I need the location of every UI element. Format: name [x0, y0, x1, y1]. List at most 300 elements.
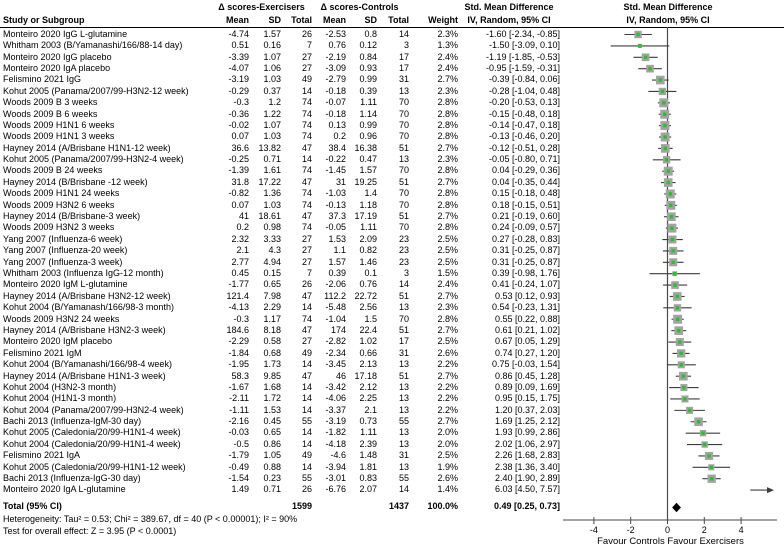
n-controls: 51: [398, 211, 409, 222]
sd-controls: 0.99: [359, 74, 377, 85]
ci-text: -0.39 [-0.84, 0.06]: [488, 74, 560, 85]
mean-controls: 46: [335, 370, 346, 381]
n-exercisers: 14: [301, 438, 312, 449]
total-n-controls: 1437: [388, 501, 409, 511]
sd-controls: 2.13: [359, 359, 377, 370]
sd-controls: 1.11: [360, 97, 377, 108]
n-controls: 31: [398, 74, 409, 85]
weight-value: 2.7%: [437, 211, 458, 222]
n-controls: 13: [398, 381, 409, 392]
total-controls-header: Total: [388, 15, 409, 25]
mean-controls: -3.45: [325, 359, 346, 370]
sd-controls: 2.09: [359, 233, 377, 244]
n-exercisers: 14: [301, 427, 312, 438]
point-estimate-marker: [670, 215, 673, 218]
point-estimate-marker: [662, 101, 665, 104]
ci-text: -0.15 [-0.48, 0.18]: [488, 108, 560, 119]
mean-controls: 1.1: [333, 245, 346, 256]
weight-value: 1.4%: [437, 484, 458, 495]
n-exercisers: 55: [301, 473, 312, 483]
sd-exercisers: 1.57: [263, 28, 281, 39]
weight-value: 1.5%: [437, 267, 458, 278]
mean-controls: 0.76: [328, 40, 346, 51]
n-controls: 70: [398, 313, 409, 324]
n-controls: 31: [398, 450, 409, 461]
study-name: Kohut 2004 (Caledonia/20/99-H1N1-4 week): [3, 438, 181, 449]
mean-controls: -3.37: [325, 404, 346, 415]
study-name: Woods 2009 H1N1 24 weeks: [3, 188, 120, 199]
sd-exercisers-header: SD: [268, 15, 281, 25]
mean-exercisers: -1.11: [229, 404, 249, 415]
study-name: Felismino 2021 IgA: [3, 450, 81, 461]
ci-text: -0.05 [-0.80, 0.71]: [488, 154, 560, 165]
point-estimate-marker: [682, 386, 685, 389]
total-n-exercisers: 1599: [291, 501, 312, 511]
n-exercisers: 7: [306, 267, 312, 278]
sd-controls: 1.02: [359, 336, 377, 347]
weight-value: 2.2%: [437, 381, 458, 392]
weight-value: 2.2%: [437, 359, 458, 370]
n-exercisers: 47: [301, 290, 312, 301]
sd-controls: 17.18: [354, 370, 377, 381]
n-controls: 14: [398, 28, 409, 39]
study-name: Kohut 2004 (B/Yamanashi/166/98-4 week): [3, 359, 172, 370]
weight-value: 2.3%: [437, 85, 458, 96]
mean-exercisers: -1.84: [228, 347, 249, 358]
sd-controls: 0.47: [359, 154, 377, 165]
mean-exercisers: -0.3: [233, 313, 249, 324]
sd-exercisers: 17.22: [258, 176, 281, 187]
point-estimate-marker: [679, 352, 682, 355]
mean-exercisers: -1.54: [228, 473, 249, 483]
mean-exercisers: 0.51: [231, 40, 249, 51]
weight-value: 2.5%: [437, 233, 458, 244]
weight-value: 2.3%: [437, 28, 458, 39]
mean-controls: -3.94: [325, 461, 346, 472]
sd-exercisers: 1.61: [263, 165, 281, 176]
weight-value: 2.0%: [437, 438, 458, 449]
mean-exercisers-header: Mean: [225, 15, 249, 25]
mean-exercisers: -3.39: [228, 51, 249, 62]
n-controls: 51: [398, 370, 409, 381]
mean-exercisers: 2.32: [231, 233, 249, 244]
ci-text: 1.69 [1.25, 2.12]: [494, 416, 560, 427]
study-name: Kohut 2004 (H3N2-3 month): [3, 381, 117, 392]
mean-controls: -4.06: [325, 393, 346, 404]
n-controls: 13: [398, 438, 409, 449]
sd-controls: 2.56: [359, 302, 377, 313]
mean-exercisers: -1.67: [228, 381, 249, 392]
study-name: Whitham 2003 (Influenza IgG-12 month): [3, 267, 164, 278]
n-controls: 23: [398, 256, 409, 267]
sd-exercisers: 1.05: [263, 450, 281, 461]
n-exercisers: 27: [301, 256, 312, 267]
ci-text: 0.31 [-0.25, 0.87]: [491, 256, 560, 267]
smd-text-header-line2: IV, Random, 95% CI: [467, 15, 551, 25]
weight-value: 2.8%: [437, 199, 458, 210]
n-controls: 14: [398, 279, 409, 290]
total-exercisers-header: Total: [291, 15, 312, 25]
mean-exercisers: 0.2: [236, 222, 249, 233]
point-estimate-marker: [669, 192, 672, 195]
total-weight: 100.0%: [427, 501, 458, 511]
point-estimate-marker: [676, 295, 679, 298]
smd-plot-header-line2: IV, Random, 95% CI: [626, 15, 710, 25]
sd-controls: 0.66: [359, 347, 377, 358]
sd-controls: 16.38: [354, 142, 377, 153]
n-exercisers: 27: [301, 233, 312, 244]
mean-exercisers: -2.29: [228, 336, 249, 347]
ci-text: 0.31 [-0.25, 0.87]: [491, 245, 560, 256]
mean-controls: -1.82: [325, 427, 346, 438]
sd-exercisers: 1.22: [263, 108, 281, 119]
sd-exercisers: 0.37: [263, 85, 281, 96]
weight-value: 2.4%: [437, 279, 458, 290]
sd-controls: 1.81: [359, 461, 377, 472]
study-name: Woods 2009 H3N2 6 weeks: [3, 199, 115, 210]
sd-controls: 0.84: [359, 51, 377, 62]
n-controls: 70: [398, 222, 409, 233]
study-name: Hayney 2014 (A/Brisbane H3N2-12 week): [3, 290, 171, 301]
mean-exercisers: -0.49: [228, 461, 249, 472]
sd-exercisers: 0.65: [263, 279, 281, 290]
mean-exercisers: -0.36: [228, 108, 249, 119]
mean-controls: -0.22: [325, 154, 346, 165]
sd-exercisers: 1.07: [263, 51, 281, 62]
ci-text: 0.86 [0.45, 1.28]: [494, 370, 560, 381]
weight-value: 2.8%: [437, 222, 458, 233]
weight-value: 2.2%: [437, 393, 458, 404]
mean-controls: 0.2: [333, 131, 346, 142]
study-name: Woods 2009 H3N2 3 weeks: [3, 222, 115, 233]
weight-value: 2.8%: [437, 165, 458, 176]
n-controls: 13: [398, 404, 409, 415]
sd-controls: 17.19: [354, 211, 377, 222]
sd-exercisers: 0.98: [263, 222, 281, 233]
weight-value: 2.4%: [437, 62, 458, 73]
n-exercisers: 74: [301, 131, 312, 142]
mean-exercisers: 0.07: [231, 199, 249, 210]
mean-exercisers: -1.79: [228, 450, 249, 461]
sd-exercisers: 0.58: [263, 336, 281, 347]
weight-value: 2.7%: [437, 324, 458, 335]
study-name: Woods 2009 H3N2 24 weeks: [3, 313, 120, 324]
study-name: Bachi 2013 (Influenza-IgG-30 day): [3, 473, 141, 483]
ci-text: 2.40 [1.90, 2.89]: [494, 473, 560, 483]
n-exercisers: 49: [301, 347, 312, 358]
mean-controls: -3.01: [325, 473, 346, 483]
overall-effect-stats: Test for overall effect: Z = 3.95 (P < 0.0001): [3, 526, 177, 536]
point-estimate-marker: [671, 238, 674, 241]
sd-controls: 0.82: [359, 245, 377, 256]
point-estimate-marker: [644, 56, 647, 59]
n-exercisers: 27: [301, 51, 312, 62]
sd-exercisers: 0.68: [263, 347, 281, 358]
ci-text: -0.20 [-0.53, 0.13]: [488, 97, 560, 108]
ci-text: 2.02 [1.06, 2.97]: [494, 438, 560, 449]
ci-text: 0.54 [-0.23, 1.31]: [491, 302, 560, 313]
sd-exercisers: 0.71: [263, 154, 281, 165]
n-controls: 13: [398, 85, 409, 96]
sd-exercisers: 4.94: [263, 256, 281, 267]
sd-controls: 22.72: [354, 290, 377, 301]
weight-value: 2.3%: [437, 154, 458, 165]
n-exercisers: 47: [301, 176, 312, 187]
n-exercisers: 47: [301, 370, 312, 381]
mean-controls: 38.4: [328, 142, 346, 153]
mean-controls: -4.6: [330, 450, 346, 461]
sd-controls: 0.1: [364, 267, 377, 278]
n-exercisers: 27: [301, 62, 312, 73]
sd-controls: 0.8: [364, 28, 377, 39]
n-controls: 13: [398, 154, 409, 165]
sd-exercisers: 13.82: [258, 142, 281, 153]
mean-controls: 0.13: [328, 119, 346, 130]
n-controls: 13: [398, 427, 409, 438]
point-estimate-marker: [710, 477, 713, 480]
sd-exercisers: 1.36: [263, 188, 281, 199]
n-controls: 70: [398, 131, 409, 142]
sd-controls-header: SD: [364, 15, 377, 25]
n-exercisers: 7: [306, 40, 312, 51]
mean-exercisers: -4.13: [228, 302, 249, 313]
n-exercisers: 14: [301, 461, 312, 472]
weight-value: 2.5%: [437, 336, 458, 347]
n-exercisers: 49: [301, 74, 312, 85]
sd-controls: 0.12: [359, 40, 377, 51]
mean-controls: -2.06: [325, 279, 346, 290]
point-estimate-marker: [665, 158, 668, 161]
n-controls: 3: [403, 40, 409, 51]
n-exercisers: 14: [301, 393, 312, 404]
sd-exercisers: 7.98: [263, 290, 281, 301]
sd-controls: 0.39: [359, 85, 377, 96]
sd-controls: 22.4: [359, 324, 377, 335]
point-estimate-marker: [677, 329, 680, 332]
sd-controls: 2.07: [359, 484, 377, 495]
axis-tick-label: -4: [589, 525, 598, 535]
mean-controls: -3.42: [325, 381, 346, 392]
sd-controls: 1.57: [359, 165, 377, 176]
study-name: Kohut 2004 (B/Yamanash/166/98-3 month): [3, 302, 174, 313]
study-name: Woods 2009 B 24 weeks: [3, 165, 103, 176]
n-exercisers: 74: [301, 108, 312, 119]
n-exercisers: 14: [301, 381, 312, 392]
study-name: Woods 2009 B 3 weeks: [3, 97, 98, 108]
mean-exercisers: 184.6: [226, 324, 249, 335]
point-estimate-marker: [667, 169, 670, 172]
ci-text: 1.20 [0.37, 2.03]: [494, 404, 560, 415]
study-name: Felismino 2021 IgG: [3, 74, 82, 85]
weight-value: 2.7%: [437, 290, 458, 301]
point-estimate-marker: [701, 431, 704, 434]
point-estimate-marker: [636, 33, 639, 36]
mean-controls: -4.18: [325, 438, 346, 449]
total-diamond: [672, 503, 681, 513]
sd-controls: 2.39: [359, 438, 377, 449]
mean-controls: -2.34: [325, 347, 346, 358]
n-exercisers: 26: [301, 279, 312, 290]
sd-controls: 0.83: [359, 473, 377, 483]
study-name: Hayney 2014 (B/Brisbane-3 week): [3, 211, 141, 222]
mean-exercisers: 36.6: [231, 142, 249, 153]
sd-exercisers: 1.07: [263, 119, 281, 130]
mean-exercisers: 2.77: [231, 256, 249, 267]
sd-exercisers: 1.53: [263, 404, 281, 415]
point-estimate-marker: [710, 466, 713, 469]
mean-exercisers: -4.74: [228, 28, 249, 39]
study-name: Hayney 2014 (B/Brisbane -12 week): [3, 176, 148, 187]
ci-text: 1.93 [0.99, 2.86]: [494, 427, 560, 438]
n-controls: 17: [398, 51, 409, 62]
ci-text: 0.41 [-0.24, 1.07]: [491, 279, 560, 290]
sd-exercisers: 3.33: [263, 233, 281, 244]
sd-controls: 1.4: [364, 188, 377, 199]
sd-exercisers: 2.29: [263, 302, 281, 313]
n-controls: 55: [398, 473, 409, 483]
heterogeneity-stats: Heterogeneity: Tau² = 0.53; Chi² = 389.67, df = 40 (P < 0.00001); I² = 90%: [3, 514, 298, 524]
n-controls: 70: [398, 97, 409, 108]
weight-value: 2.3%: [437, 302, 458, 313]
study-name: Whitham 2003 (B/Yamanashi/166/88-14 day): [3, 40, 183, 51]
weight-value: 2.7%: [437, 176, 458, 187]
sd-controls: 1.18: [359, 199, 377, 210]
n-exercisers: 47: [301, 142, 312, 153]
mean-exercisers: -1.95: [228, 359, 249, 370]
n-exercisers: 74: [301, 119, 312, 130]
point-estimate-marker: [707, 454, 710, 457]
point-estimate-marker: [670, 226, 673, 229]
study-name: Kohut 2004 (Panama/2007/99-H3N2-4 week): [3, 404, 184, 415]
weight-value: 2.6%: [437, 473, 458, 483]
weight-value: 2.6%: [437, 347, 458, 358]
mean-controls: -2.53: [325, 28, 346, 39]
sd-controls: 1.14: [359, 108, 377, 119]
n-controls: 3: [403, 267, 409, 278]
ci-text: 0.27 [-0.28, 0.83]: [491, 233, 560, 244]
sd-exercisers: 9.85: [263, 370, 281, 381]
weight-value: 2.5%: [437, 256, 458, 267]
n-exercisers: 26: [301, 484, 312, 495]
ci-text: 0.95 [0.15, 1.75]: [494, 393, 560, 404]
sd-controls: 1.46: [359, 256, 377, 267]
weight-value: 2.8%: [437, 108, 458, 119]
sd-exercisers: 0.71: [263, 484, 281, 495]
mean-controls: 37.3: [328, 211, 346, 222]
point-estimate-marker: [663, 124, 666, 127]
point-estimate-marker: [676, 306, 679, 309]
ci-text: 0.53 [0.12, 0.93]: [494, 290, 560, 301]
mean-controls: -6.76: [325, 484, 346, 495]
n-exercisers: 14: [301, 404, 312, 415]
sd-exercisers: 0.15: [263, 267, 281, 278]
smd-plot-header-line1: Std. Mean Difference: [623, 2, 713, 12]
sd-exercisers: 0.16: [263, 40, 281, 51]
n-exercisers: 27: [301, 336, 312, 347]
study-name: Monteiro 2020 IgA L-glutamine: [3, 484, 126, 495]
point-estimate-marker: [673, 272, 676, 275]
mean-controls: 1.53: [328, 233, 346, 244]
n-exercisers: 49: [301, 450, 312, 461]
mean-exercisers: -0.03: [228, 427, 249, 438]
mean-exercisers: 58.3: [231, 370, 249, 381]
n-exercisers: 14: [301, 85, 312, 96]
axis-tick-label: 2: [701, 525, 707, 535]
mean-controls: 0.39: [328, 267, 346, 278]
study-name: Kohut 2005 (Panama/2007/99-H3N2-4 week): [3, 154, 184, 165]
weight-value: 2.8%: [437, 188, 458, 199]
sd-controls: 0.99: [359, 119, 377, 130]
study-name: Yang 2007 (Influenza-6 week): [3, 233, 123, 244]
n-exercisers: 74: [301, 165, 312, 176]
total-label: Total (95% CI): [3, 501, 62, 511]
n-exercisers: 14: [301, 302, 312, 313]
n-exercisers: 47: [301, 211, 312, 222]
n-controls: 23: [398, 233, 409, 244]
ci-text: -0.14 [-0.47, 0.18]: [488, 119, 560, 130]
sd-controls: 1.11: [360, 427, 377, 438]
point-estimate-marker: [638, 44, 641, 47]
n-controls: 51: [398, 324, 409, 335]
ci-text: 0.74 [0.27, 1.20]: [494, 347, 560, 358]
n-controls: 70: [398, 199, 409, 210]
n-controls: 13: [398, 359, 409, 370]
mean-controls: -3.09: [325, 62, 346, 73]
point-estimate-marker: [659, 78, 662, 81]
point-estimate-marker: [667, 181, 670, 184]
mean-exercisers: -1.77: [228, 279, 249, 290]
weight-value: 2.8%: [437, 131, 458, 142]
sd-controls: 0.96: [359, 131, 377, 142]
ci-text: -0.28 [-1.04, 0.48]: [488, 85, 560, 96]
mean-controls: 112.2: [324, 290, 346, 301]
mean-controls: -1.03: [325, 188, 346, 199]
mean-controls: -3.19: [325, 416, 346, 427]
group-header-exercisers: Δ scores-Exercisers: [218, 2, 305, 12]
n-controls: 17: [398, 62, 409, 73]
total-ci: 0.49 [0.25, 0.73]: [493, 501, 560, 511]
point-estimate-marker: [676, 318, 679, 321]
mean-exercisers: 0.07: [231, 131, 249, 142]
sd-exercisers: 1.68: [263, 381, 281, 392]
ci-text: 0.89 [0.09, 1.69]: [494, 381, 560, 392]
n-controls: 70: [398, 108, 409, 119]
ci-text: 0.04 [-0.29, 0.36]: [491, 165, 560, 176]
ci-text: -1.50 [-3.09, 0.10]: [488, 40, 560, 51]
n-exercisers: 74: [301, 199, 312, 210]
weight-value: 2.8%: [437, 313, 458, 324]
study-name: Kohut 2005 (Caledonia/20/99-H1N1-4 week): [3, 427, 181, 438]
weight-value: 2.5%: [437, 450, 458, 461]
point-estimate-marker: [672, 261, 675, 264]
weight-value: 2.7%: [437, 142, 458, 153]
ci-text: -0.95 [-1.59, -0.31]: [485, 62, 560, 73]
study-name: Monteiro 2020 IgM placebo: [3, 336, 113, 347]
sd-controls: 2.25: [359, 393, 377, 404]
point-estimate-marker: [688, 409, 691, 412]
ci-text: 2.38 [1.36, 3.40]: [494, 461, 560, 472]
ci-text: 0.15 [-0.18, 0.48]: [491, 188, 560, 199]
ci-text: 0.21 [-0.19, 0.60]: [491, 211, 560, 222]
ci-text: 0.24 [-0.09, 0.57]: [491, 222, 560, 233]
n-exercisers: 47: [301, 324, 312, 335]
mean-controls: -2.82: [325, 336, 346, 347]
weight-value: 2.8%: [437, 97, 458, 108]
weight-value: 1.9%: [437, 461, 458, 472]
group-header-controls: Δ scores-Controls: [320, 2, 399, 12]
study-name: Yang 2007 (Influenza-3 week): [3, 256, 123, 267]
n-exercisers: 26: [301, 28, 312, 39]
